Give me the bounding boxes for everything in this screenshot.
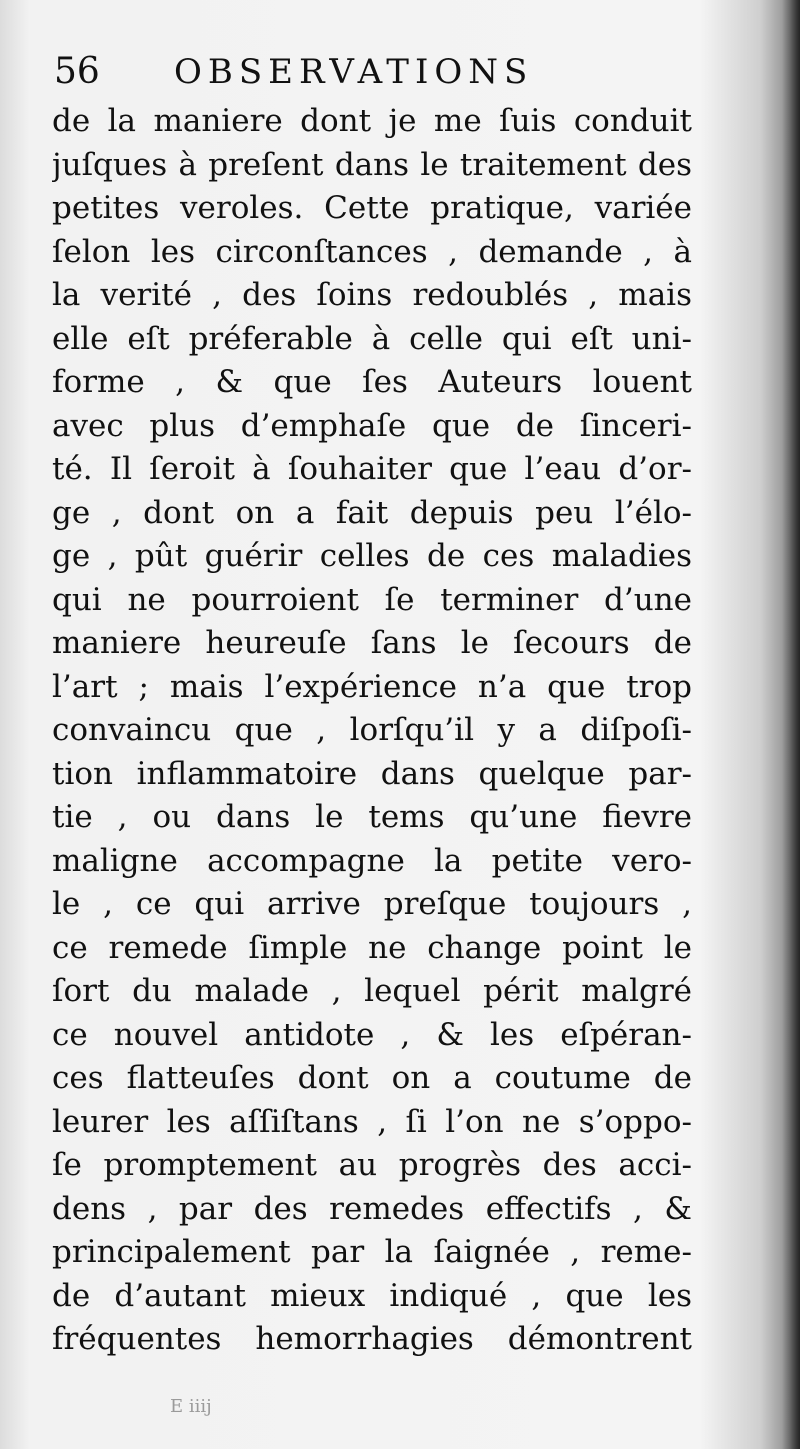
page-number: 56 <box>54 51 100 92</box>
text-line: maligne accompagne la petite vero- <box>52 842 692 879</box>
text-line: de d’autant mieux indiqué , que les <box>52 1277 692 1314</box>
signature-mark: E iiij <box>170 1396 212 1417</box>
text-line: de la maniere dont je me ſuis conduit <box>52 103 692 139</box>
text-line: dens , par des remedes effectifs , & <box>52 1190 692 1227</box>
text-line: té. Il ſeroit à ſouhaiter que l’eau d’or- <box>52 451 692 487</box>
text-line: leurer les aſſiſtans , ſi l’on ne s’oppo- <box>52 1103 692 1140</box>
text-line: avec plus d’emphaſe que de ſinceri- <box>52 407 692 444</box>
text-line: juſques à preſent dans le traitement des <box>52 146 692 183</box>
text-line: ces flatteuſes dont on a coutume de <box>52 1060 692 1096</box>
text-line: la verité , des ſoins redoublés , mais <box>52 277 692 313</box>
text-line: convaincu que , lorſqu’il y a diſpoſi- <box>52 712 692 748</box>
text-line: ſe promptement au progrès des acci- <box>52 1147 692 1183</box>
text-line: ſort du malade , lequel périt malgré <box>52 973 692 1009</box>
text-line: petites veroles. Cette pratique, variée <box>52 190 692 226</box>
text-line: ce remede ſimple ne change point le <box>52 929 692 966</box>
text-line: ge , dont on a fait depuis peu l’élo- <box>52 494 692 531</box>
text-line: le , ce qui arrive preſque toujours , <box>52 886 692 922</box>
page-edge-shadow <box>782 0 800 1449</box>
text-line: elle eſt préferable à celle qui eſt uni- <box>52 320 692 357</box>
text-line: tie , ou dans le tems qu’une fievre <box>52 799 692 835</box>
body-text <box>52 100 692 1362</box>
text-line: tion inflammatoire dans quelque par- <box>52 755 692 792</box>
text-line: maniere heureuſe ſans le ſecours de <box>52 625 692 661</box>
running-head: OBSERVATIONS <box>174 52 534 92</box>
text-line: ge , pût guérir celles de ces maladies <box>52 538 692 574</box>
text-line: qui ne pourroient ſe terminer d’une <box>52 581 692 618</box>
text-line: ſelon les circonſtances , demande , à <box>52 233 692 270</box>
text-line: fréquentes hemorrhagies démontrent <box>52 1321 692 1357</box>
page-header <box>54 50 694 94</box>
text-line: ce nouvel antidote , & les eſpéran- <box>52 1016 692 1053</box>
text-line: principalement par la ſaignée , reme- <box>52 1234 692 1270</box>
text-line: l’art ; mais l’expérience n’a que trop <box>52 668 692 705</box>
text-line: forme , & que ſes Auteurs louent <box>52 364 692 400</box>
